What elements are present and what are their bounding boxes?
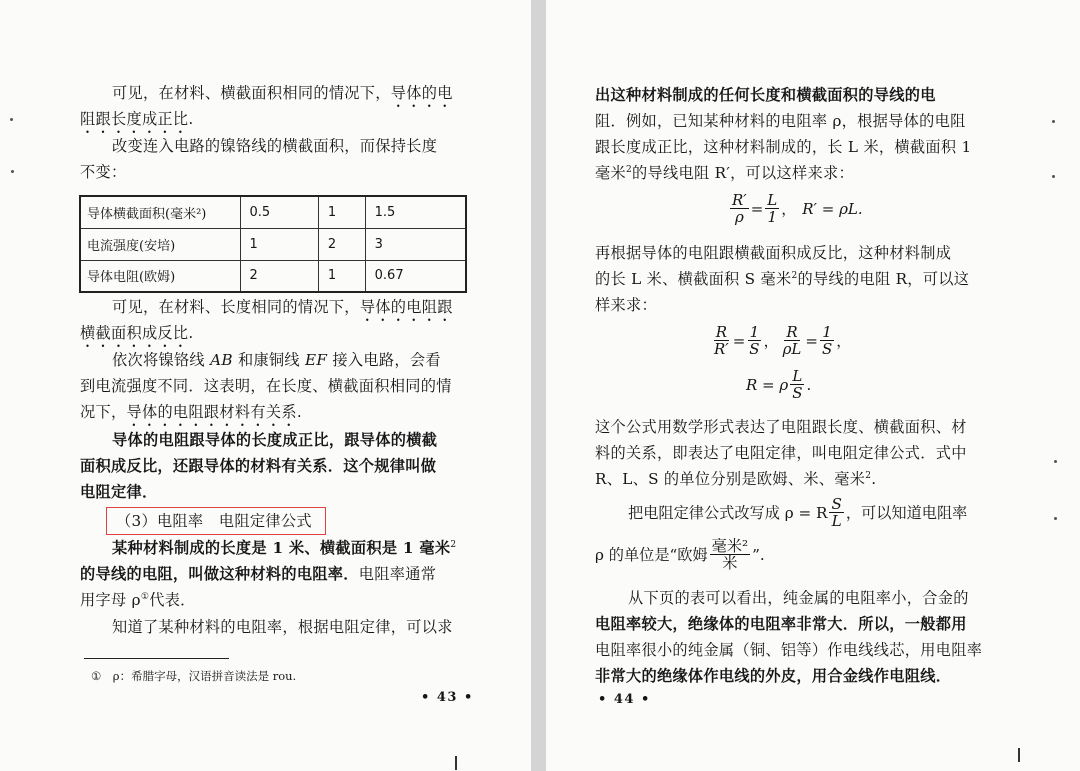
r-line-10: R、L、S 的单位分别是欧姆、米、毫米$^2$.: [595, 470, 877, 488]
r-line-11: 把电阻定律公式改写成 ρ = R $\frac{S}{L}$ ，可以知道电阻率: [628, 495, 968, 530]
r-line-14: 电阻率较大，绝缘体的电阻率非常大．所以，一般都用: [595, 615, 967, 633]
r-line-9: 料的关系，即表达了电阻定律，叫电阻定律公式．式中: [595, 444, 967, 462]
scan-speck: [1054, 460, 1057, 463]
fraction: $\frac{S}{L}$: [831, 495, 842, 530]
r-line-4: 毫米$^2$的导线电阻 R′，可以这样来求：: [595, 164, 854, 182]
fraction: $\frac{L}{S}$: [792, 367, 803, 402]
right-page: [546, 0, 1080, 771]
paragraph-1: 可见，在材料、横截面积相同的情况下，导体的电: [112, 84, 453, 102]
r-line-12: ρ 的单位是“欧姆 $\frac{\text{毫米²}}{\text{米}}$ ”.: [595, 537, 765, 572]
measurement-table: [79, 195, 467, 293]
law-statement-line3: 电阻定律．: [80, 483, 158, 501]
fraction: $\frac{\text{毫米²}}{\text{米}}$: [711, 537, 749, 572]
formula-3: R = ρ $\frac{L}{S}$ .: [746, 367, 812, 402]
scan-mark: [1018, 748, 1020, 762]
table-row: 导体电阻(欧姆) 2 1 0.67: [80, 260, 466, 292]
r-line-5: 再根据导体的电阻跟横截面积成反比，这种材料制成: [595, 244, 952, 262]
r-line-8: 这个公式用数学形式表达了电阻跟长度、横截面积、材: [595, 418, 967, 436]
paragraph-4: 依次将镍铬线 AB 和康铜线 EF 接入电路，会看: [112, 351, 441, 369]
emphasis-text: 横截面积成反比: [80, 324, 189, 342]
r-line-7: 样来求：: [595, 296, 657, 314]
page-number: • 43 •: [421, 690, 474, 705]
emphasis-text: 阻跟长度成正比: [80, 110, 189, 128]
formula-1: $\frac{R'}{\rho}$ = $\frac{L}{1}$ ， R′ = ρL.: [732, 191, 863, 226]
paragraph-6: 某种材料制成的长度是 1 米、横截面积是 1 毫米$^2$: [112, 539, 457, 557]
paragraph-7: 知道了某种材料的电阻率，根据电阻定律，可以求: [112, 618, 453, 636]
r-line-13: 从下页的表可以看出，纯金属的电阻率小，合金的: [628, 589, 969, 607]
r-line-3: 跟长度成正比，这种材料制成的，长 L 米，横截面积 1: [595, 138, 972, 156]
formula-2: $\frac{R}{R'}$ = $\frac{1}{S}$ ， $\frac{R}{\rho L}$ = $\frac{1}{S}$ ，: [714, 323, 852, 358]
law-statement: 导体的电阻跟导体的长度成正比，跟导体的横截: [112, 431, 438, 449]
footnote: ① ρ：希腊字母，汉语拼音读法是 rou.: [91, 669, 297, 683]
paragraph-6-line2: 的导线的电阻，叫做这种材料的电阻率．电阻率通常: [80, 565, 437, 583]
scan-speck: [10, 118, 13, 121]
section-heading: （3）电阻率 电阻定律公式: [116, 512, 312, 530]
page-number: • 44 •: [598, 692, 651, 707]
fraction: $\frac{R}{\rho L}$: [782, 323, 802, 358]
fraction: $\frac{1}{S}$: [821, 323, 833, 358]
r-line-15: 电阻率很小的纯金属（铜、铝等）作电线线芯，用电阻率: [595, 641, 983, 659]
paragraph-2-cont: 不变：: [80, 163, 127, 181]
r-line-6: 的长 L 米、横截面积 S 毫米$^2$的导线的电阻 R，可以这: [595, 270, 970, 288]
emphasis-text: 导体的电阻跟: [359, 298, 453, 316]
scan-speck: [1052, 175, 1055, 178]
paragraph-3: 可见，在材料、长度相同的情况下，导体的电阻跟: [112, 298, 453, 316]
scan-speck: [1054, 517, 1057, 520]
law-statement-line2: 面积成反比，还跟导体的材料有关系．这个规律叫做: [80, 457, 437, 475]
fraction: $\frac{1}{S}$: [749, 323, 760, 358]
emphasis-text: 导体的电阻跟材料有关系: [126, 403, 297, 421]
paragraph-3-cont: 横截面积成反比.: [80, 324, 194, 342]
paragraph-4-line3: 况下，导体的电阻跟材料有关系.: [80, 403, 302, 421]
scan-mark: [455, 756, 457, 770]
r-line-16: 非常大的绝缘体作电线的外皮，用合金线作电阻线．: [595, 667, 952, 685]
paragraph-2: 改变连入电路的镍铬线的横截面积，而保持长度: [112, 137, 438, 155]
fraction: $\frac{R'}{\rho}$: [732, 191, 747, 226]
footnote-rule: [84, 658, 229, 659]
fraction: $\frac{L}{1}$: [767, 191, 778, 226]
paragraph-6-line3: 用字母 ρ①代表．: [80, 591, 196, 609]
emphasis-text: 导体的电: [390, 84, 453, 102]
scan-speck: [11, 170, 14, 173]
fraction: $\frac{R}{R'}$: [714, 323, 729, 358]
r-line-1: 出这种材料制成的任何长度和横截面积的导线的电: [595, 86, 936, 104]
paragraph-4-line2: 到电流强度不同．这表明，在长度、横截面积相同的情: [80, 377, 452, 395]
table-row: 电流强度(安培) 1 2 3: [80, 228, 466, 260]
table-row: 导体横截面积(毫米²) 0.5 1 1.5: [80, 196, 466, 228]
paragraph-1-cont: 阻跟长度成正比.: [80, 110, 194, 128]
left-page: [0, 0, 531, 771]
scan-speck: [1052, 120, 1055, 123]
r-line-2: 阻．例如，已知某种材料的电阻率 ρ，根据导体的电阻: [595, 112, 966, 130]
